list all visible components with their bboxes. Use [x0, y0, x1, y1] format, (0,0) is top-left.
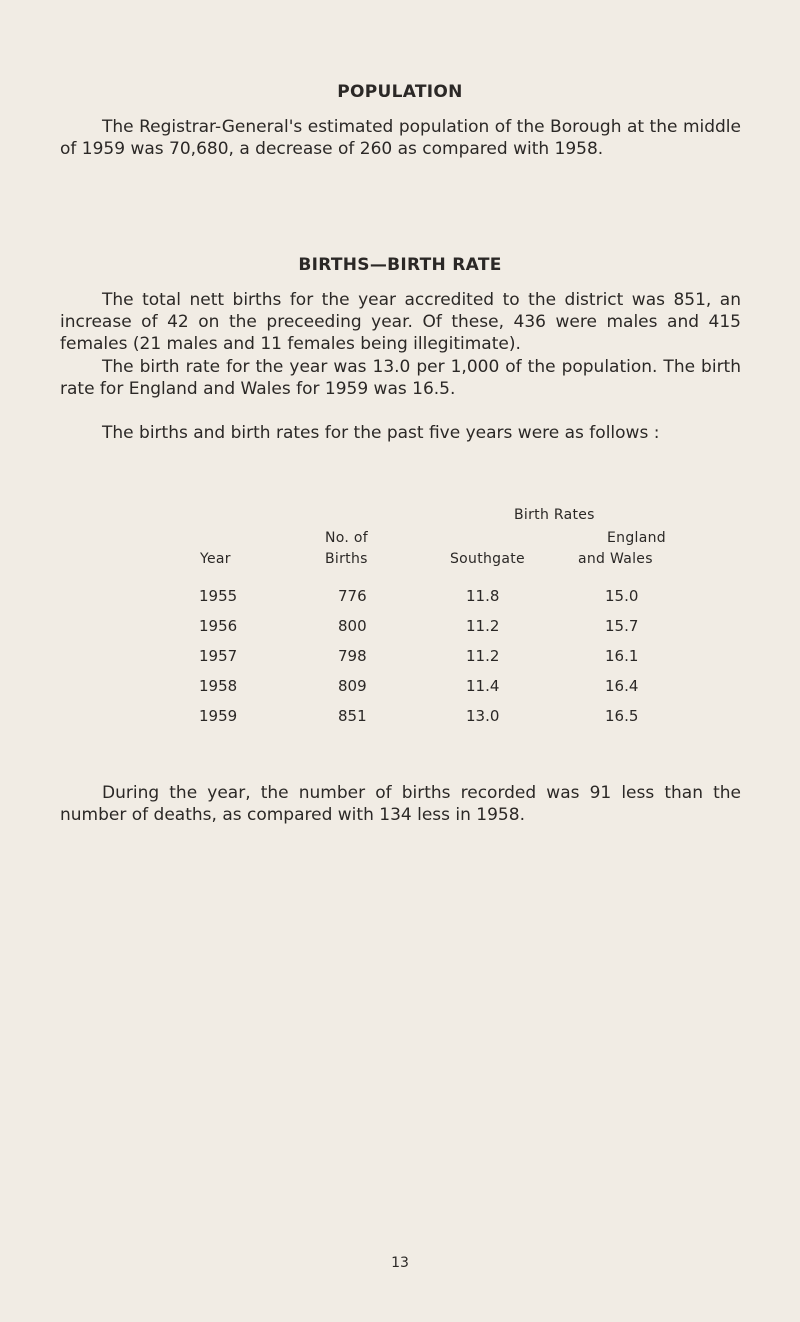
births-paragraph-2: The birth rate for the year was 13.0 per 1,000 of the population. The birth rate for England and Wales for 1959 was 16.5. — [60, 357, 741, 399]
row-1955-southgate: 11.8 — [466, 587, 500, 605]
row-1955-births: 776 — [338, 587, 367, 605]
population-heading: POPULATION — [337, 82, 463, 102]
year-column-header: Year — [200, 551, 231, 567]
page-number: 13 — [391, 1255, 409, 1271]
southgate-column-header: Southgate — [450, 551, 525, 567]
row-1955-england: 15.0 — [605, 587, 639, 605]
row-1959-births: 851 — [338, 707, 367, 725]
row-1958-england: 16.4 — [605, 677, 639, 695]
births-heading: BIRTHS—BIRTH RATE — [298, 255, 502, 275]
england-column-header-line2: and Wales — [578, 551, 653, 567]
births-column-header-line1: No. of — [325, 530, 368, 546]
row-1959-year: 1959 — [199, 707, 238, 725]
row-1957-southgate: 11.2 — [466, 647, 500, 665]
births-paragraph-3: The births and birth rates for the past five years were as follows : — [102, 423, 660, 443]
england-column-header-line1: England — [607, 530, 666, 546]
births-paragraph-1: The total nett births for the year accredited to the district was 851, an increase of 42 on the preceeding year. Of these, 436 were males and 415 females (21 males and 11 females being illegitimate). — [60, 290, 741, 354]
row-1958-births: 809 — [338, 677, 367, 695]
births-paragraph-4: During the year, the number of births recorded was 91 less than the number of deaths, as compared with 134 less in 1958. — [60, 783, 741, 825]
row-1956-year: 1956 — [199, 617, 238, 635]
birth-rates-group-header: Birth Rates — [514, 507, 595, 523]
row-1956-england: 15.7 — [605, 617, 639, 635]
row-1955-year: 1955 — [199, 587, 238, 605]
row-1958-year: 1958 — [199, 677, 238, 695]
row-1956-births: 800 — [338, 617, 367, 635]
row-1959-southgate: 13.0 — [466, 707, 500, 725]
births-column-header-line2: Births — [325, 551, 368, 567]
population-paragraph: The Registrar-General's estimated population of the Borough at the middle of 1959 was 70,680, a decrease of 260 as compared with 1958. — [60, 117, 741, 159]
row-1959-england: 16.5 — [605, 707, 639, 725]
row-1957-births: 798 — [338, 647, 367, 665]
row-1958-southgate: 11.4 — [466, 677, 500, 695]
row-1957-year: 1957 — [199, 647, 238, 665]
row-1956-southgate: 11.2 — [466, 617, 500, 635]
births-table — [60, 500, 741, 750]
row-1957-england: 16.1 — [605, 647, 639, 665]
